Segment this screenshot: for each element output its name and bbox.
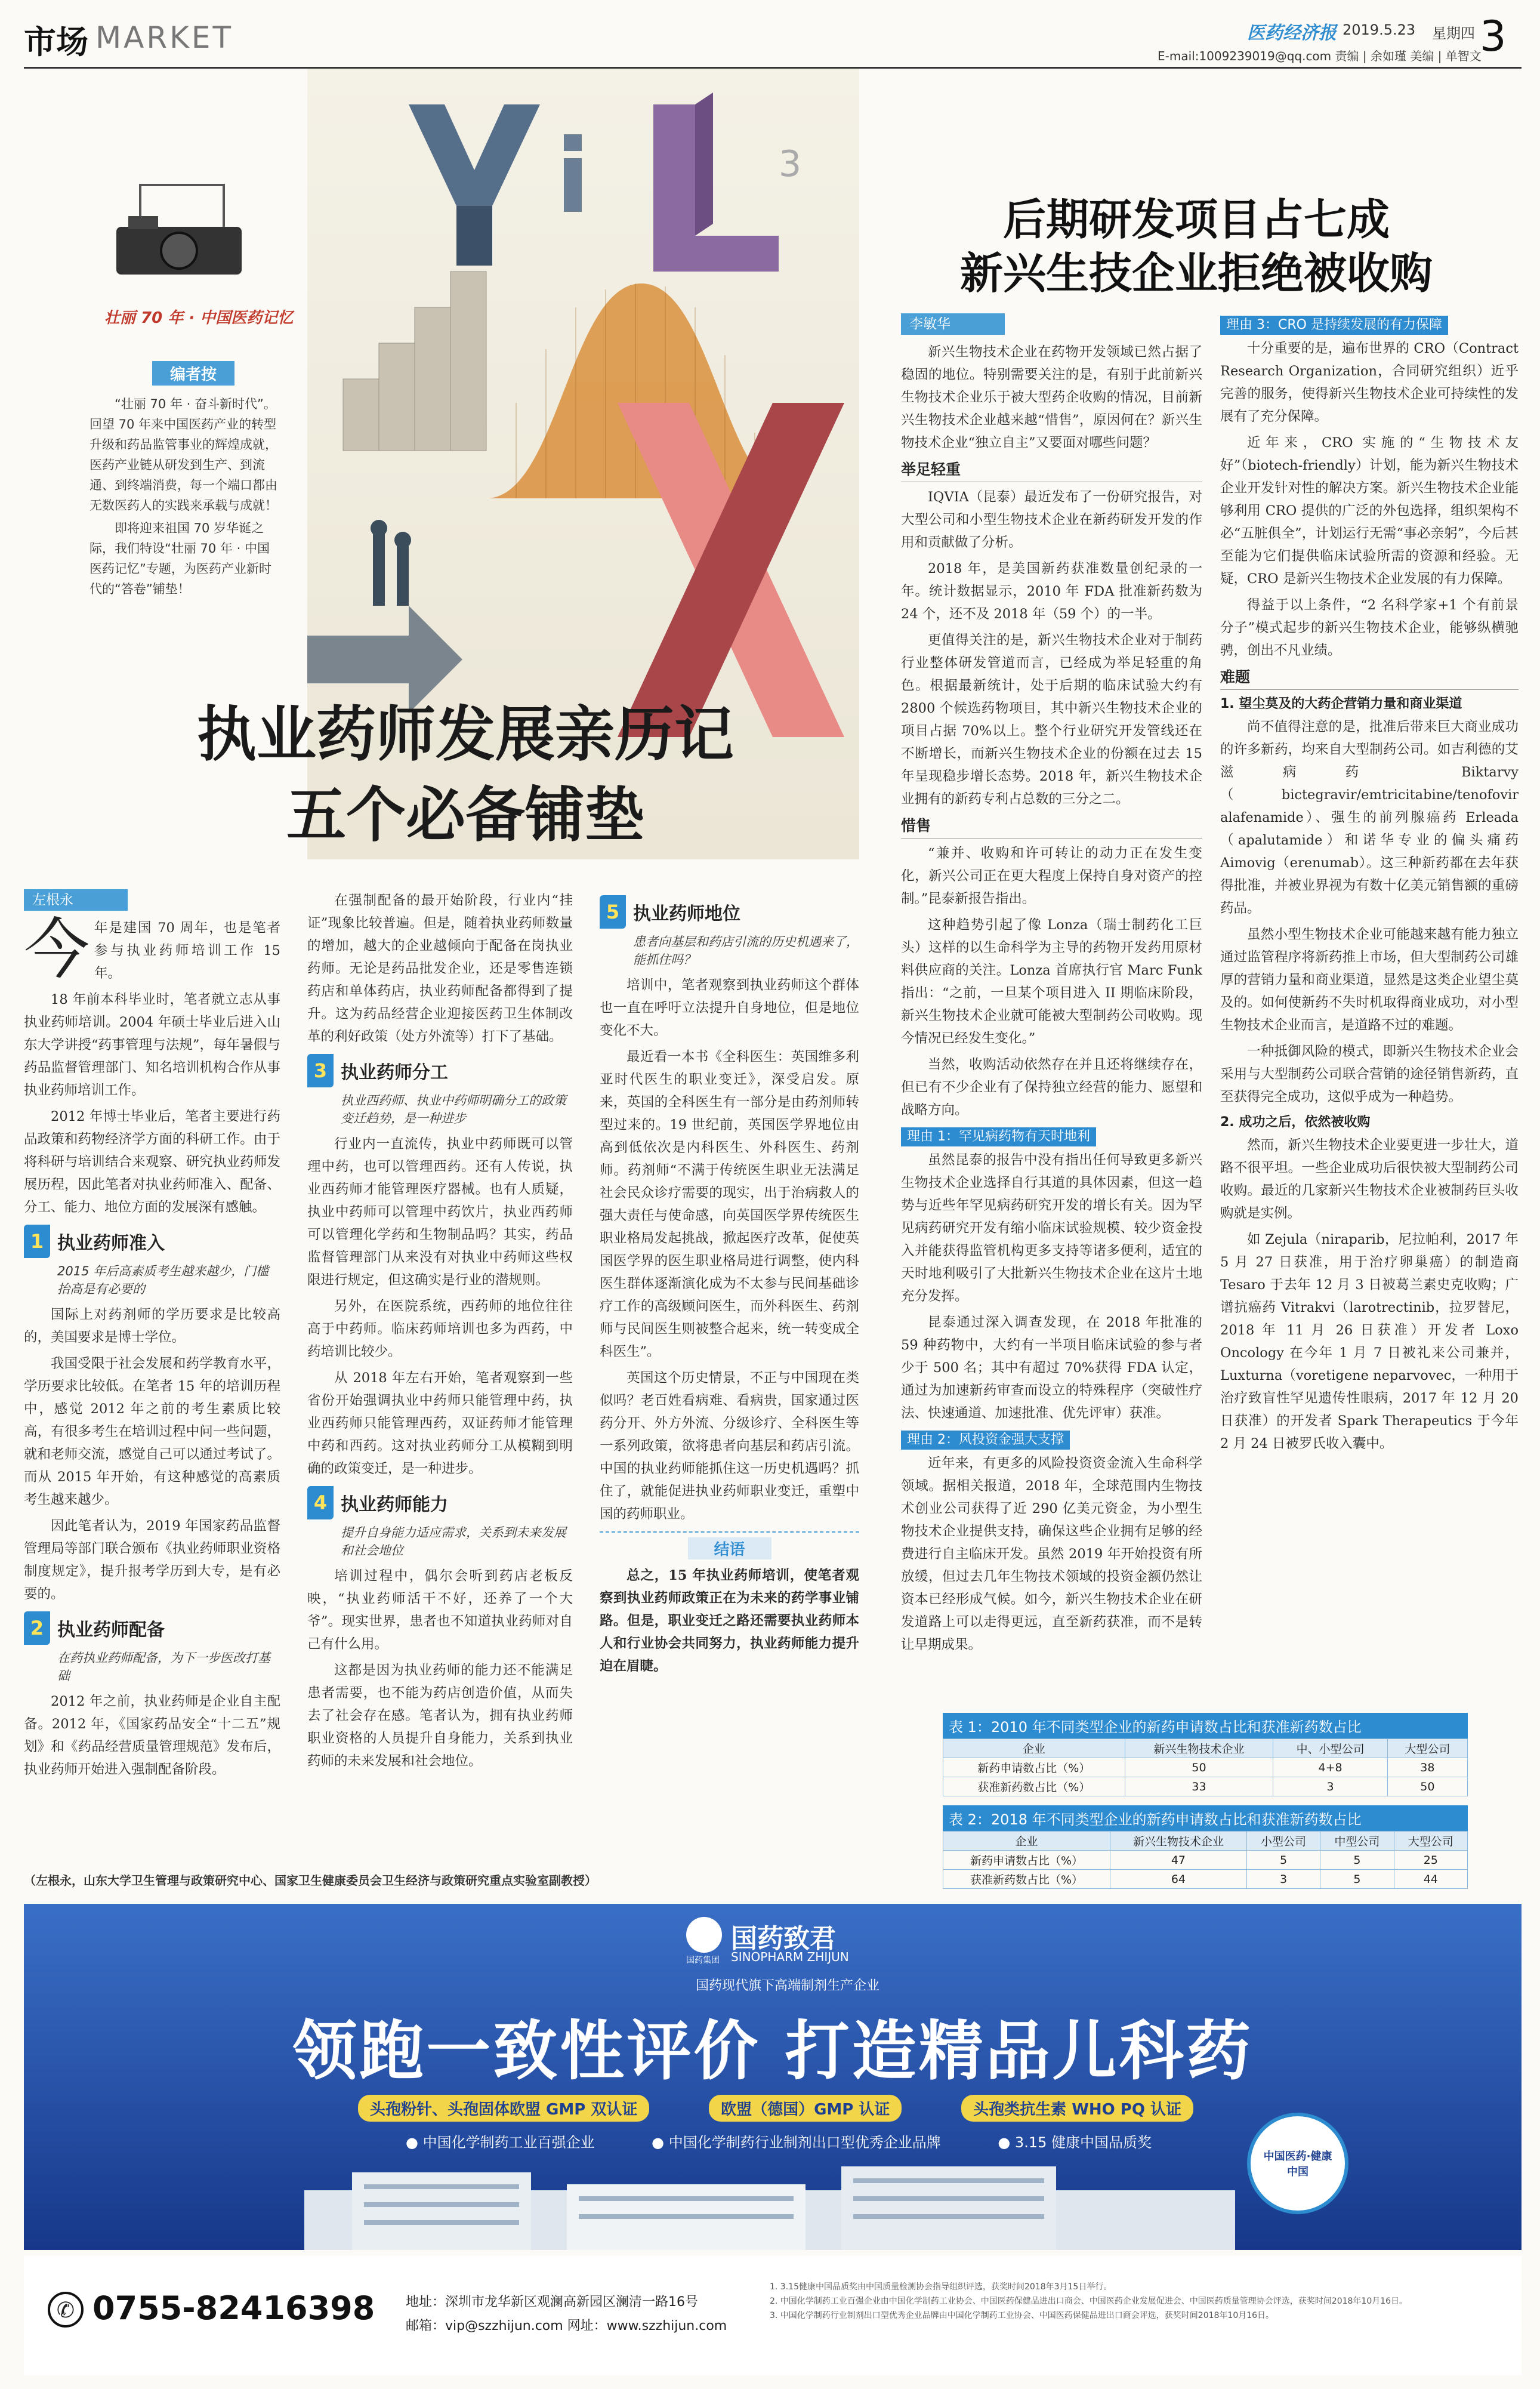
table-row bbox=[943, 1832, 1468, 1851]
reason-1-p2: 昆泰通过深入调查发现，在 2018 年批准的 59 种药物中，大约有一半项目临床试验的参与者少于 500 名；其中有超过 70%获得 FDA 认定，通过为加速新药审查而设立的特殊程序（突破性疗法、快速通道、加速批准、优先评审）获准。 bbox=[901, 1315, 1202, 1421]
table-row bbox=[943, 1870, 1468, 1889]
right-section-2-p3: 当然，收购活动依然存在并且还将继续存在，但已有不少企业有了保持独立经营的能力、愿望和战略方向。 bbox=[901, 1057, 1202, 1118]
section-5-p1: 培训中，笔者观察到执业药师这个群体也一直在呼吁立法提升自身地位，但是地位变化不大。 bbox=[600, 978, 859, 1038]
page-number: 3 bbox=[1480, 12, 1507, 61]
reason-3-label: 理由 3：CRO 是持续发展的有力保障 bbox=[1220, 316, 1448, 335]
table-header-cell: 中、小型公司 bbox=[1273, 1739, 1387, 1758]
svg-text:3: 3 bbox=[779, 143, 802, 185]
series-label: 壮丽 70 年 · 中国医药记忆 bbox=[104, 309, 294, 327]
ad-quality-badge bbox=[1247, 2113, 1348, 2214]
section-2-header bbox=[24, 1611, 280, 1645]
advertisement bbox=[24, 1904, 1522, 2250]
ad-honor-text: 3.15 健康中国品质奖 bbox=[1014, 2134, 1152, 2151]
left-title-line1: 执业药师发展亲历记 bbox=[197, 699, 734, 769]
table-cell: 3 bbox=[1246, 1870, 1320, 1889]
ad-footnote: 2. 中国化学制药工业百强企业由中国化学制药工业协会、中国医药保健品进出口商会、中国医药企业发展促进会、中国医药质量管理协会评选，获奖时间2018年10月16日。 bbox=[770, 2296, 1408, 2306]
section-3-p1: 行业内一直流传，执业中药师既可以管理中药，也可以管理西药。还有人传说，执业西药师才能管理医疗器械。也有人质疑，执业中药师可以管理中药饮片，执业西药师可以管理化学药和生物制品吗？其实，药品监督管理部门从来没有对执业中药师这些权限进行规定，但这确实是行业的潜规则。 bbox=[307, 1136, 573, 1288]
table-1-caption: 表 1：2010 年不同类型企业的新药申请数占比和获准新药数占比 bbox=[943, 1713, 1468, 1738]
table-cell: 44 bbox=[1394, 1870, 1467, 1889]
section-1-number: 1 bbox=[24, 1225, 50, 1258]
table-cell: 4+8 bbox=[1273, 1758, 1387, 1777]
section-5-p3: 英国这个历史情景，不正与中国现在类似吗？老百姓看病难、看病贵，国家通过医药分开、外方外流、分级诊疗、全科医生等一系列政策，欲将患者向基层和药店引流。中国的执业药师能抓住这一历史机遇吗？抓住了，就能促进执业药师职业变迁，重塑中国的药师职业。 bbox=[600, 1370, 859, 1522]
ad-honor-text: 中国化学制药工业百强企业 bbox=[422, 2134, 595, 2151]
difficulty-title: 难题 bbox=[1220, 665, 1519, 690]
table-header-cell: 新兴生物技术企业 bbox=[1110, 1832, 1247, 1851]
table-cell: 3 bbox=[1273, 1777, 1387, 1796]
section-2-number: 2 bbox=[24, 1611, 50, 1645]
difficulty-2-p1: 然而，新兴生物技术企业要更进一步壮大，道路不很平坦。一些企业成功后很快被大型制药公司收购。最近的几家新兴生物技术企业被制药巨头收购就是实例。 bbox=[1220, 1138, 1519, 1221]
right-section-1-title: 举足轻重 bbox=[901, 458, 1202, 482]
table-cell: 25 bbox=[1394, 1851, 1467, 1870]
right-section-1-p3: 更值得关注的是，新兴生物技术企业对于制药行业整体研发管道而言，已经成为举足轻重的角色。根据最新统计，处于后期的临床试验大约有 2800 个候选药物项目，其中新兴生物技术企业的项目占据 70%以上。整个行业研究开发管线还在不断增长，而新兴生物技术企业的份额在过去 15 年呈现稳步增长态势。2018 年，新兴生物技术企业拥有的新药专利占总数的三分之二。 bbox=[901, 633, 1202, 807]
table-2 bbox=[943, 1805, 1468, 1889]
ad-footnote: 1. 3.15健康中国品质奖由中国质量检测协会指导组织评选，获奖时间2018年3月15日举行。 bbox=[770, 2282, 1112, 2292]
right-section-1-p2: 2018 年，是美国新药获准数量创纪录的一年。统计数据显示，2010 年 FDA 批准新药数为 24 个，还不及 2018 年（59 个）的一半。 bbox=[901, 561, 1202, 622]
table-cell: 38 bbox=[1387, 1758, 1467, 1777]
section-3-desc: 执业西药师、执业中药师明确分工的政策变迁趋势，是一种进步 bbox=[341, 1093, 566, 1126]
table-header-cell: 大型公司 bbox=[1394, 1832, 1467, 1851]
table-header-cell: 企业 bbox=[943, 1739, 1125, 1758]
left-article-col1 bbox=[24, 889, 280, 1784]
section-3-p2: 另外，在医院系统，西药师的地位往往高于中药师。临床药师培训也多为西药，中药培训比较少。 bbox=[307, 1299, 573, 1360]
section-1-title: 执业药师准入 bbox=[57, 1233, 165, 1254]
ad-honor: ● 中国化学制药工业百强企业 bbox=[406, 2134, 595, 2151]
factory-building-image bbox=[304, 2166, 1235, 2250]
ad-brand-en: SINOPHARM ZHIJUN bbox=[731, 1950, 849, 1964]
ad-email: 邮箱：vip@szzhijun.com 网址：www.szzhijun.com bbox=[406, 2319, 727, 2333]
section-2-p2: 在强制配备的最开始阶段，行业内“挂证”现象比较普遍。但是，随着执业药师数量的增加，越大的企业越倾向于配备在岗执业药师。无论是药品批发企业，还是零售连锁药店和单体药店，执业药师配备都得到了提升。这为药品经营企业迎接医药卫生体制改革的利好政策（处方外流等）打下了基础。 bbox=[307, 893, 573, 1044]
difficulty-1-p1: 尚不值得注意的是，批准后带来巨大商业成功的许多新药，均来自大型制药公司。如吉利德的艾滋病药 Biktarvy（bictegravir/emtricitabine/tenofovir alafenamide）、强生的前列腺癌药 Erleada（apalutamide）和诺华专业的偏头痛药 Aimovig（erenumab）。这三种新药都在去年获得批准，并被业界视为有数十亿美元销售额的重磅药品。 bbox=[1220, 719, 1519, 916]
table-row bbox=[943, 1851, 1468, 1870]
ad-cert-badge: 头孢类抗生素 WHO PQ 认证 bbox=[961, 2095, 1193, 2122]
dropcap: 今 bbox=[24, 911, 90, 988]
conclusion-tag-text: 结语 bbox=[714, 1541, 745, 1559]
table-cell: 50 bbox=[1125, 1758, 1273, 1777]
ad-slogan: 领跑一致性评价 打造精品儿科药 bbox=[292, 2014, 1253, 2089]
difficulty-1-p3: 一种抵御风险的模式，即新兴生物技术企业会采用与大型制药公司联合营销的途径销售新药，直至获得完全成功，这似乎成为一种趋势。 bbox=[1220, 1044, 1519, 1105]
ad-cert-row bbox=[358, 2095, 1193, 2122]
section-1-p1: 国际上对药剂师的学历要求是比较高的，美国要求是博士学位。 bbox=[24, 1307, 280, 1345]
table-cell: 50 bbox=[1387, 1777, 1467, 1796]
section-4-number: 4 bbox=[307, 1486, 334, 1519]
section-4-header bbox=[307, 1486, 573, 1519]
section-5-number: 5 bbox=[600, 895, 626, 929]
table-cell: 47 bbox=[1110, 1851, 1247, 1870]
reason-3-p3: 得益于以上条件，“2 名科学家+1 个有前景分子”模式起步的新兴生物技术企业，能够纵横驰骋，创出不凡业绩。 bbox=[1220, 597, 1519, 658]
section-1-header bbox=[24, 1225, 280, 1258]
table-header-cell: 大型公司 bbox=[1387, 1739, 1467, 1758]
table-cell: 新药申请数占比（%） bbox=[943, 1758, 1125, 1777]
ad-honor-row bbox=[406, 2131, 1152, 2151]
editor-tag: 编者按 bbox=[152, 361, 234, 386]
author-name: 左根永 bbox=[32, 892, 73, 908]
intro-p3: 2012 年博士毕业后，笔者主要进行药品政策和药物经济学方面的科研工作。由于将科研与培训结合来观察、研究执业药师发展历程，因此笔者对执业药师准入、配备、分工、能力、地位方面的发展深有感触。 bbox=[24, 1109, 280, 1215]
table-cell: 64 bbox=[1110, 1870, 1247, 1889]
right-section-2-p1: “兼并、收购和许可转让的动力正在发生变化，新兴公司正在更大程度上保持自身对资产的控制。”昆泰新报告指出。 bbox=[901, 846, 1202, 907]
section-1-p2: 我国受限于社会发展和药学教育水平，学历要求比较低。在笔者 15 年的培训历程中，感觉 2012 年之前的考生素质比较高，有很多考生在培训过程中问一些问题，就和老师交流，感觉自己可以通过考试了。而从 2015 年开始，有这种感觉的高素质考生越来越少。 bbox=[24, 1356, 280, 1508]
table-2-grid bbox=[943, 1831, 1468, 1889]
section-4-desc: 提升自身能力适应需求，关系到未来发展和社会地位 bbox=[341, 1525, 566, 1558]
ad-honor-text: 中国化学制药行业制剂出口型优秀企业品牌 bbox=[668, 2134, 941, 2151]
difficulty-1-p2: 虽然小型生物技术企业可能越来越有能力独立通过监管程序将新药推上市场，但大型制药公司雄厚的营销力量和商业渠道，显然是这类企业望尘莫及的。如何使新药不失时机取得商业成功，对小型生物技术企业而言，是道路不过的难题。 bbox=[1220, 927, 1519, 1033]
table-row bbox=[943, 1758, 1468, 1777]
ad-logo-row bbox=[686, 1917, 925, 1971]
ad-group-name: 国药集团 bbox=[686, 1956, 720, 1965]
section-5-desc: 患者向基层和药店引流的历史机遇来了，能抓住吗？ bbox=[633, 935, 859, 967]
section-1-desc: 2015 年后高素质考生越来越少，门槛抬高是有必要的 bbox=[57, 1264, 269, 1296]
section-2-title: 执业药师配备 bbox=[57, 1620, 165, 1641]
ad-brand-cn: 国药致君 bbox=[731, 1923, 836, 1954]
difficulty-2-title: 2. 成功之后，依然被收购 bbox=[1220, 1115, 1371, 1130]
ad-subtitle: 国药现代旗下高端制剂生产企业 bbox=[695, 1978, 879, 1993]
right-section-1-p1: IQVIA（昆泰）最近发布了一份研究报告，对大型公司和小型生物技术企业在新药研发开发的作用和贡献做了分析。 bbox=[901, 489, 1202, 550]
section-4-p2: 这都是因为执业药师的能力还不能满足患者需要，也不能为药店创造价值，从而失去了社会存在感。笔者认为，拥有执业药师职业资格的人员提升自身能力，关系到执业药师的未来发展和社会地位。 bbox=[307, 1663, 573, 1769]
left-title-line2: 五个必备铺垫 bbox=[286, 779, 644, 850]
table-header-cell: 新兴生物技术企业 bbox=[1125, 1739, 1273, 1758]
author-note: （左根永，山东大学卫生管理与政策研究中心、国家卫生健康委员会卫生经济与政策研究重点实验室副教授） bbox=[24, 1873, 597, 1888]
author-byline bbox=[24, 889, 128, 911]
section-3-number: 3 bbox=[307, 1054, 334, 1087]
ad-badge-text: 中国医药·健康中国 bbox=[1263, 2150, 1332, 2178]
table-cell: 33 bbox=[1125, 1777, 1273, 1796]
table-cell: 5 bbox=[1246, 1851, 1320, 1870]
section-2-desc: 在药执业药师配备，为下一步医改打基础 bbox=[57, 1651, 270, 1683]
section-5-title: 执业药师地位 bbox=[633, 904, 740, 924]
right-section-2-title: 惜售 bbox=[901, 814, 1202, 839]
page-header bbox=[24, 12, 1522, 64]
right-article-col2 bbox=[1220, 313, 1519, 1459]
right-title-line1: 后期研发项目占七成 bbox=[1002, 194, 1390, 245]
section-1-p3: 因此笔者认为，2019 年国家药品监督管理局等部门联合颁布《执业药师职业资格制度规定》，提升报考学历到大专，是有必要的。 bbox=[24, 1518, 280, 1602]
phone-icon: ✆ bbox=[48, 2292, 84, 2328]
section-label-cn: 市场 bbox=[24, 23, 88, 61]
table-row bbox=[943, 1739, 1468, 1758]
section-4-p1: 培训过程中，偶尔会听到药店老板反映，“执业药师活干不好，还养了一个大爷”。现实世界，患者也不知道执业药师对自己有什么用。 bbox=[307, 1568, 573, 1652]
section-4-title: 执业药师能力 bbox=[341, 1494, 448, 1515]
left-article-col2 bbox=[307, 889, 573, 1776]
right-author-name: 李敏华 bbox=[909, 316, 950, 332]
ad-honor: ● 中国化学制药行业制剂出口型优秀企业品牌 bbox=[652, 2134, 941, 2151]
table-1 bbox=[943, 1713, 1468, 1796]
ad-honor: ● 3.15 健康中国品质奖 bbox=[998, 2134, 1152, 2151]
reason-3-p1: 十分重要的是，遍布世界的 CRO（Contract Research Organization，合同研究组织）近乎完善的服务，使得新兴生物技术企业可持续性的发展有了充分保障。 bbox=[1220, 341, 1519, 424]
section-3-p3: 从 2018 年左右开始，笔者观察到一些省份开始强调执业中药师只能管理中药，执业西药师只能管理西药，双证药师才能管理中药和西药。这对执业药师分工从模糊到明确的政策变迁，是一种进步。 bbox=[307, 1370, 573, 1476]
table-cell: 5 bbox=[1320, 1851, 1394, 1870]
table-cell: 5 bbox=[1320, 1870, 1394, 1889]
table-2-caption: 表 2：2018 年不同类型企业的新药申请数占比和获准新药数占比 bbox=[943, 1805, 1468, 1831]
section-2-p1: 2012 年之前，执业药师是企业自主配备。2012 年，《国家药品安全“十二五”规划》和《药品经营质量管理规范》发布后，执业药师开始进入强制配备阶段。 bbox=[24, 1694, 280, 1777]
left-article-col3 bbox=[600, 889, 859, 1681]
table-1-grid bbox=[943, 1738, 1468, 1796]
right-section-2-p2: 这种趋势引起了像 Lonza（瑞士制药化工巨头）这样的以生命科学为主导的药物开发药用原材料供应商的关注。Lonza 首席执行官 Marc Funk 指出：“之前，一旦某个项目进入 II 期临床阶段，新兴生物技术企业就可能被大型制药公司收购。现今情况已经发生变化。” bbox=[901, 917, 1202, 1046]
section-label-en: MARKET bbox=[95, 20, 234, 55]
editor-note bbox=[90, 394, 280, 599]
intro-p1: 年是建国 70 周年，也是笔者参与执业药师培训工作 15 年。 bbox=[94, 920, 280, 981]
paper-name: 医药经济报 bbox=[1247, 23, 1337, 44]
ad-cert-badge: 头孢粉针、头孢固体欧盟 GMP 双认证 bbox=[358, 2095, 649, 2122]
ad-phone: 0755-82416398 bbox=[92, 2289, 375, 2327]
issue-weekday: 星期四 bbox=[1432, 25, 1475, 42]
reason-2-p1: 近年来，有更多的风险投资资金流入生命科学领域。据相关报道，2018 年，全球范围内生物技术创业公司获得了近 290 亿美元资金，为小型生物技术企业提供支持，确保这些企业拥有足够的经费进行自主临床开发。虽然 2019 年开始投资有所放缓，但过去几年生物技术领域的投资金额仍然让资本已经形成气候。如今，新兴生物技术企业在研发道路上可以走得更远，直至新药获准，而不是转让早期成果。 bbox=[901, 1456, 1202, 1653]
conclusion-tag bbox=[688, 1537, 771, 1559]
section-5-p2: 最近看一本书《全科医生：英国维多利亚时代医生的职业变迁》，深受启发。原来，英国的全科医生有一部分是由药剂师转型过来的。19 世纪前，英国医学界地位由高到低依次是内科医生、外科医生、药剂师。药剂师“不满于传统医生职业无法满足社会民众诊疗需要的现实，出于治病救人的强大责任与使命感，向英国医学界传统医生职业格局发起挑战，掀起医疗改革，促使英国医学界的医生职业格局进行调整，使内科医生群体逐渐演化成为不太参与民间基础诊疗工作的高级顾问医生，而外科医生、药剂师与民间医生则被整合起来，统一转变成全科医生”。 bbox=[600, 1049, 859, 1360]
table-header-cell: 企业 bbox=[943, 1832, 1110, 1851]
ad-footer bbox=[24, 2256, 1522, 2375]
contact-line: E-mail:1009239019@qq.com 责编 | 余如瑾 美编 | 单智文 bbox=[1158, 49, 1482, 63]
table-row bbox=[943, 1777, 1468, 1796]
ad-cert-badge: 欧盟（德国）GMP 认证 bbox=[709, 2095, 902, 2122]
ad-footnotes bbox=[770, 2280, 1510, 2323]
right-title-line2: 新兴生技企业拒绝被收购 bbox=[959, 248, 1433, 298]
conclusion-box bbox=[600, 1531, 859, 1678]
reason-1-label: 理由 1：罕见病药物有天时地利 bbox=[901, 1127, 1096, 1146]
table-cell: 获准新药数占比（%） bbox=[943, 1870, 1110, 1889]
issue-date: 2019.5.23 bbox=[1343, 21, 1416, 38]
conclusion-text: 总之，15 年执业药师培训，使笔者观察到执业药师政策正在为未来的药学事业铺路。但是，职业变迁之路还需要执业药师本人和行业协会共同努力，执业药师能力提升迫在眉睫。 bbox=[600, 1568, 859, 1674]
reason-2-label: 理由 2：风投资金强大支撑 bbox=[901, 1431, 1070, 1450]
editor-note-p2: 即将迎来祖国 70 岁华诞之际，我们特设“壮丽 70 年 · 中国医药记忆”专题，为医药产业新时代的“答卷”铺垫！ bbox=[90, 521, 271, 596]
camera-icon bbox=[104, 179, 254, 286]
reason-3-p2: 近年来，CRO 实施的“生物技术友好”（biotech-friendly）计划，能为新兴生物技术企业开发针对性的解决方案。新兴生物技术企业能够利用 CRO 提供的广泛的外包选择，组织架构不必“五脏俱全”，计划运行无需“事必亲躬”，今后甚至能为它们提供临床试验所需的资源和经验。无疑，CRO 是新兴生物技术企业发展的有力保障。 bbox=[1220, 435, 1519, 587]
table-cell: 新药申请数占比（%） bbox=[943, 1851, 1110, 1870]
ad-footnote: 3. 中国化学制药行业制剂出口型优秀企业品牌由中国化学制药工业协会、中国医药保健品进出口商会评选，获奖时间2018年10月16日。 bbox=[770, 2311, 1274, 2320]
table-cell: 获准新药数占比（%） bbox=[943, 1777, 1125, 1796]
table-header-cell: 小型公司 bbox=[1246, 1832, 1320, 1851]
difficulty-1-title: 1. 望尘莫及的大药企营销力量和商业渠道 bbox=[1220, 696, 1462, 711]
table-header-cell: 中型公司 bbox=[1320, 1832, 1394, 1851]
editor-note-p1: “壮丽 70 年 · 奋斗新时代”。回望 70 年来中国医药产业的转型升级和药品监管事业的辉煌成就，医药产业链从研发到生产、到流通、到终端消费，每一个端口都由无数医药人的实践来承载与成就！ bbox=[90, 397, 277, 513]
ad-address: 地址：深圳市龙华新区观澜高新园区澜清一路16号 bbox=[406, 2295, 698, 2310]
right-author-byline bbox=[901, 313, 1005, 335]
sinopharm-logo-icon bbox=[686, 1917, 722, 1953]
right-article-col1 bbox=[901, 313, 1202, 1660]
section-3-title: 执业药师分工 bbox=[341, 1062, 448, 1083]
reason-1-p1: 虽然昆泰的报告中没有指出任何导致更多新兴生物技术企业选择自行其道的具体因素，但这一趋势与近些年罕见病药研究开发的增长有关。因为罕见病药研究开发有缩小临床试验规模、较少资金投入并能获得监管机构更多支持等诸多便利，适宜的天时地利吸引了大批新兴生物技术企业在这片土地充分发挥。 bbox=[901, 1152, 1202, 1304]
intro-p2: 18 年前本科毕业时，笔者就立志从事执业药师培训。2004 年硕士毕业后进入山东大学讲授“药事管理与法规”，每年暑假与药品监督管理部门、知名培训机构合作从事执业药师培训工作。 bbox=[24, 992, 280, 1098]
right-intro: 新兴生物技术企业在药物开发领域已然占据了稳固的地位。特别需要关注的是，有别于此前新兴生物技术企业乐于被大型药企收购的情况，目前新兴生物技术企业越来越“惜售”，原因何在？新兴生物技术企业“独立自主”又要面对哪些问题？ bbox=[901, 344, 1202, 451]
section-3-header bbox=[307, 1054, 573, 1087]
section-5-header bbox=[600, 895, 859, 929]
difficulty-2-p2: 如 Zejula（niraparib，尼拉帕利，2017 年 5 月 27 日获准，用于治疗卵巢癌）的制造商 Tesaro 于去年 12 月 3 日被葛兰素史克收购；广谱抗癌药 Vitrakvi（larotrectinib，拉罗替尼，2018 年 11 月 26 日获准）开发者 Loxo Oncology 在今年 1 月 7 日被礼来公司兼并，Luxturna（voretigene neparvovec，一种用于治疗致盲性罕见遗传性眼病，2017 年 12 月 20 日获准）的开发者 Spark Therapeutics 于今年 2 月 24 日被罗氏收入囊中。 bbox=[1220, 1232, 1519, 1451]
